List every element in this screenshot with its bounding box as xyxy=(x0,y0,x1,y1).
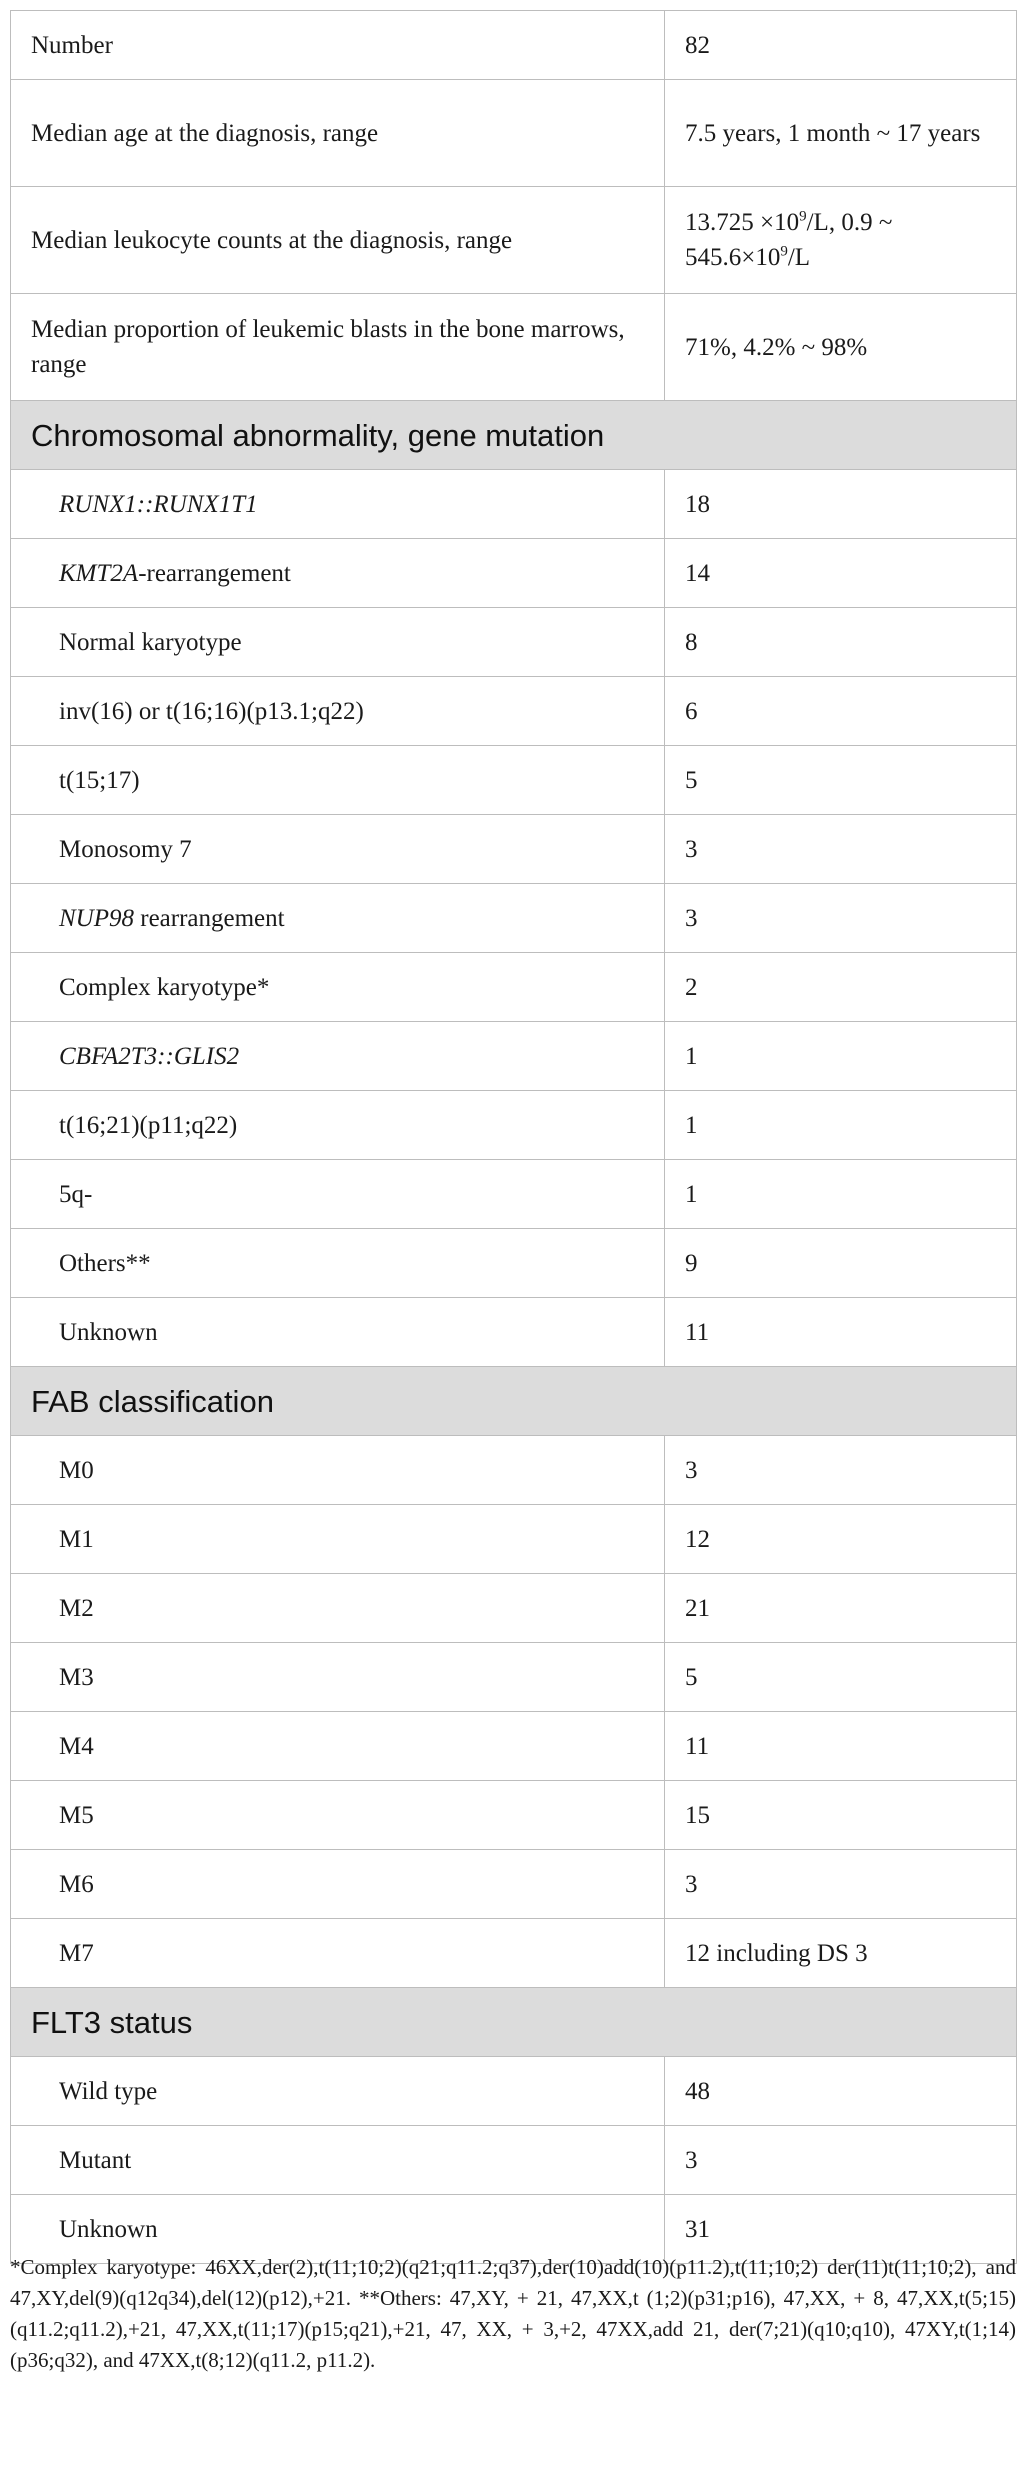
label-text: t(15;17) xyxy=(59,766,140,794)
row-value xyxy=(665,187,1017,294)
gene-name: KMT2A xyxy=(59,559,139,587)
gene-name: NUP98 xyxy=(59,904,134,932)
row-value: 3 xyxy=(665,884,1017,953)
row-value: 11 xyxy=(665,1712,1017,1781)
row-label xyxy=(11,608,665,677)
row-value: 18 xyxy=(665,470,1017,539)
row-label: Wild type xyxy=(11,2057,665,2126)
row-label: M1 xyxy=(11,1505,665,1574)
row-value: 7.5 years, 1 month ~ 17 years xyxy=(665,80,1017,187)
row-label xyxy=(11,1022,665,1091)
label-text: -rearrangement xyxy=(138,559,291,587)
row-value: 12 including DS 3 xyxy=(665,1919,1017,1988)
row-value: 1 xyxy=(665,1091,1017,1160)
row-label: Median age at the diagnosis, range xyxy=(11,80,665,187)
table-row xyxy=(11,1781,1017,1850)
section-header-fab xyxy=(11,1367,1017,1436)
table-row xyxy=(11,1643,1017,1712)
table-footnote xyxy=(10,2252,1016,2376)
label-text: Monosomy 7 xyxy=(59,835,192,863)
summary-row-blast-proportion xyxy=(11,294,1017,401)
table-row xyxy=(11,1229,1017,1298)
row-label xyxy=(11,470,665,539)
label-text: Unknown xyxy=(59,1318,158,1346)
row-label: Median leukocyte counts at the diagnosis, range xyxy=(11,187,665,294)
row-label xyxy=(11,1229,665,1298)
table-row xyxy=(11,1919,1017,1988)
exponent: 9 xyxy=(780,243,788,260)
characteristics-table xyxy=(10,10,1017,2264)
row-value: 3 xyxy=(665,1436,1017,1505)
row-label: Unknown xyxy=(11,2195,665,2264)
table-row xyxy=(11,1850,1017,1919)
row-value: 15 xyxy=(665,1781,1017,1850)
table-row xyxy=(11,2126,1017,2195)
table-row xyxy=(11,539,1017,608)
row-value: 71%, 4.2% ~ 98% xyxy=(665,294,1017,401)
row-value: 48 xyxy=(665,2057,1017,2126)
row-value: 31 xyxy=(665,2195,1017,2264)
label-text: Complex karyotype* xyxy=(59,973,270,1001)
label-text: inv(16) or t(16;16)(p13.1;q22) xyxy=(59,697,364,725)
section-title: FAB classification xyxy=(11,1367,1017,1436)
table-row xyxy=(11,470,1017,539)
value-part: /L, 0.9 ~ 545.6×10 xyxy=(685,209,893,271)
table-row xyxy=(11,1091,1017,1160)
row-label xyxy=(11,1160,665,1229)
row-label xyxy=(11,953,665,1022)
row-label xyxy=(11,884,665,953)
value-part: 13.725 ×10 xyxy=(685,209,800,236)
row-value: 12 xyxy=(665,1505,1017,1574)
row-label: M0 xyxy=(11,1436,665,1505)
characteristics-table-container xyxy=(10,10,1016,2264)
row-value: 21 xyxy=(665,1574,1017,1643)
table-row xyxy=(11,1022,1017,1091)
table-row xyxy=(11,1505,1017,1574)
section-header-flt3 xyxy=(11,1988,1017,2057)
label-text: rearrangement xyxy=(134,904,285,932)
table-row xyxy=(11,2057,1017,2126)
table-row xyxy=(11,677,1017,746)
row-value: 11 xyxy=(665,1298,1017,1367)
table-row xyxy=(11,815,1017,884)
section-title: FLT3 status xyxy=(11,1988,1017,2057)
footnote-text: *Complex karyotype: 46XX,der(2),t(11;10;2)(q21;q11.2;q37),der(10)add(10)(p11.2),t(11;10;2) der(11)t(11;10;2), and 47,XY,del(9)(q12q34),del(12)(p12),+21. **Others: 47,XY, + 21, 47,XX,t (1;2)(p31;p16), 47,XX, + 8, 47,XX,t(5;15)(q11.2;q11.2),+21, 47,XX,t(11;17)(p15;q21),+21, 47, XX, + 3,+2, 47XX,add 21, der(7;21)(q10;q10), 47XY,t(1;14)(p36;q32), and 47XX,t(8;12)(q11.2, p11.2). xyxy=(10,2255,1016,2372)
table-row xyxy=(11,746,1017,815)
row-label xyxy=(11,1091,665,1160)
row-value: 5 xyxy=(665,1643,1017,1712)
row-value: 3 xyxy=(665,2126,1017,2195)
table-row xyxy=(11,1160,1017,1229)
label-text: 5q- xyxy=(59,1180,93,1208)
summary-row-leukocyte-counts xyxy=(11,187,1017,294)
value-part: /L xyxy=(787,244,811,271)
table-row xyxy=(11,1712,1017,1781)
row-value: 2 xyxy=(665,953,1017,1022)
row-value: 1 xyxy=(665,1160,1017,1229)
row-value: 14 xyxy=(665,539,1017,608)
row-value: 6 xyxy=(665,677,1017,746)
label-text: Normal karyotype xyxy=(59,628,242,656)
row-label: Median proportion of leukemic blasts in the bone marrows, range xyxy=(11,294,665,401)
row-label: Mutant xyxy=(11,2126,665,2195)
row-label: M3 xyxy=(11,1643,665,1712)
row-label xyxy=(11,746,665,815)
row-label xyxy=(11,539,665,608)
table-row xyxy=(11,1298,1017,1367)
label-text: t(16;21)(p11;q22) xyxy=(59,1111,238,1139)
row-value: 8 xyxy=(665,608,1017,677)
row-label: M4 xyxy=(11,1712,665,1781)
row-value: 9 xyxy=(665,1229,1017,1298)
summary-row-number xyxy=(11,11,1017,80)
summary-row-median-age xyxy=(11,80,1017,187)
gene-name: CBFA2T3::GLIS2 xyxy=(59,1042,240,1070)
row-label xyxy=(11,1298,665,1367)
row-label: M7 xyxy=(11,1919,665,1988)
row-label xyxy=(11,815,665,884)
gene-name: RUNX1::RUNX1T1 xyxy=(59,490,258,518)
table-row xyxy=(11,1574,1017,1643)
row-label: M5 xyxy=(11,1781,665,1850)
row-label: M2 xyxy=(11,1574,665,1643)
table-row xyxy=(11,608,1017,677)
row-label: Number xyxy=(11,11,665,80)
row-value: 3 xyxy=(665,1850,1017,1919)
table-row xyxy=(11,953,1017,1022)
row-value: 1 xyxy=(665,1022,1017,1091)
section-header-chromosomal xyxy=(11,401,1017,470)
table-row xyxy=(11,1436,1017,1505)
row-value: 5 xyxy=(665,746,1017,815)
row-label: M6 xyxy=(11,1850,665,1919)
exponent: 9 xyxy=(799,208,807,225)
row-value: 82 xyxy=(665,11,1017,80)
row-label xyxy=(11,677,665,746)
table-row xyxy=(11,884,1017,953)
label-text: Others** xyxy=(59,1249,151,1277)
row-value: 3 xyxy=(665,815,1017,884)
section-title: Chromosomal abnormality, gene mutation xyxy=(11,401,1017,470)
